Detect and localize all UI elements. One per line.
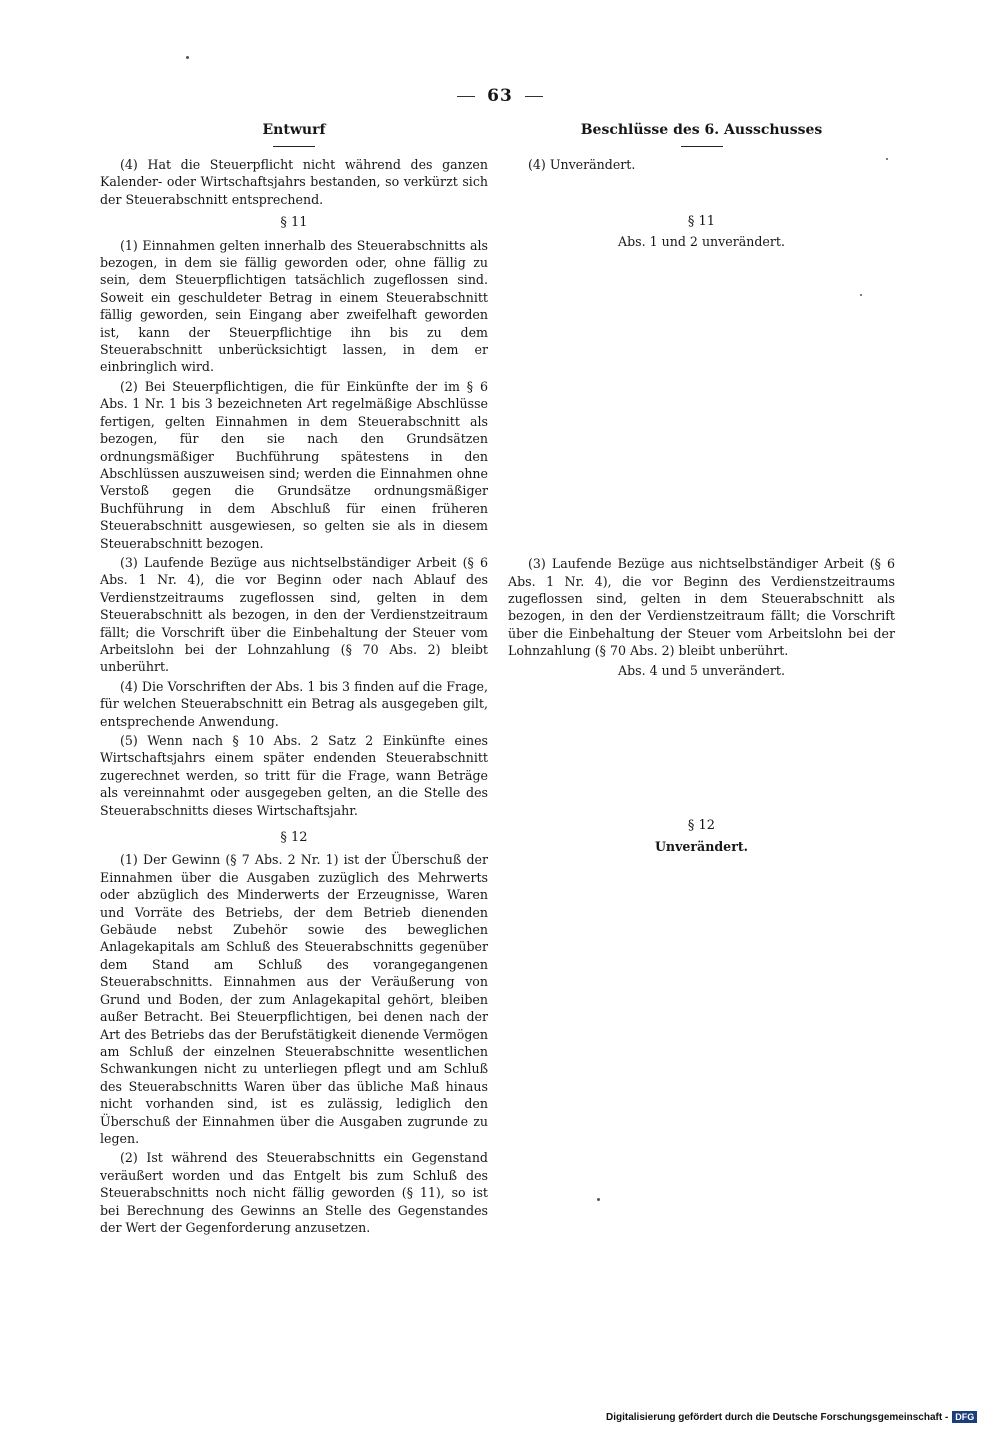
committee-paragraph-4: (4) Unverändert.	[528, 157, 636, 172]
draft-paragraph-4: (4) Hat die Steuerpflicht nicht während des ganzen Kalender- oder Wirtschaftsjahrs bestanden, so verkürzt sich der Steuerabschnitt entsprechend.	[100, 157, 488, 207]
committee-s11-note-abs-4-5: Abs. 4 und 5 unverändert.	[618, 662, 785, 678]
left-column-heading: Entwurf	[262, 122, 326, 138]
page-number	[0, 86, 1000, 106]
heading-rule	[681, 146, 723, 147]
scan-speck	[186, 56, 189, 59]
dfg-logo: DFG	[952, 1411, 977, 1423]
heading-rule	[273, 146, 315, 147]
right-column-committee	[508, 120, 895, 856]
left-column-draft	[100, 120, 488, 1238]
page-number-dash-right	[525, 96, 543, 97]
draft-s12-paragraph-2: (2) Ist während des Steuerabschnitts ein Gegenstand veräußert worden und das Entgelt bis zum Schluß des Steuerabschnitts noch nicht fällig geworden (§ 11), so ist bei Berechnung des Gewinns an Stelle des Gegenstandes der Wert der Gegenforderung anzusetzen.	[100, 1150, 488, 1235]
draft-s11-paragraph-1: (1) Einnahmen gelten innerhalb des Steuerabschnitts als bezogen, in dem sie fällig geworden oder, ohne fällig zu sein, dem Steuerpflichtigen tatsächlich zugeflossen sind. Soweit ein geschuldeter Betrag in einem Steuerabschnitt fällig geworden, sein Eingang aber zweifelhaft geworden ist, kann der Steuerpflichtige ihn bis zu dem Steuerabschnitt unberücksichtigt lassen, in dem er einbringlich wird.	[100, 237, 488, 375]
right-column-heading: Beschlüsse des 6. Ausschusses	[580, 122, 823, 138]
committee-s11-note-abs-1-2: Abs. 1 und 2 unverändert.	[618, 233, 785, 249]
committee-section-11-heading: § 11	[687, 214, 716, 230]
page-number-value: 63	[487, 86, 513, 106]
digitization-footer	[606, 1411, 1000, 1425]
committee-s12-note: Unverändert.	[654, 839, 749, 855]
draft-s12-paragraph-1: (1) Der Gewinn (§ 7 Abs. 2 Nr. 1) ist der Überschuß der Einnahmen über die Ausgaben zuzüglich des Mehrwerts oder abzüglich des Minderwerts der Erzeugnisse, Waren und Vorräte des Betriebs, der dem Betrieb dienenden Gebäude nebst Zubehör sowie des beweglichen Anlagekapitals am Schluß des Steuerabschnitts gegenüber dem Stand am Schluß des vorangegangenen Steuerabschnitts. Einnahmen aus der Veräußerung von Grund und Boden, der zum Anlagekapital gehört, bleiben außer Betracht. Bei Steuerpflichtigen, bei denen nach der Art des Betriebs das der Berufstätigkeit dienende Vermögen am Schluß der einzelnen Steuerabschnitte wesentlichen Schwankungen nicht zu unterliegen pflegt und am Schluß des Steuerabschnitts Waren über das übliche Maß hinaus nicht vorhanden sind, ist es zulässig, lediglich den Überschuß der Einnahmen über die Ausgaben zugrunde zu legen.	[100, 852, 488, 1146]
draft-s11-paragraph-4: (4) Die Vorschriften der Abs. 1 bis 3 finden auf die Frage, für welchen Steuerabschnitt ein Betrag als ausgegeben gilt, entsprechende Anwendung.	[100, 678, 488, 729]
draft-s11-paragraph-5: (5) Wenn nach § 10 Abs. 2 Satz 2 Einkünfte eines Wirtschaftsjahrs einem später endenden Steuerabschnitt zugerechnet werden, so tritt für die Frage, wann Beträge als vereinnahmt oder ausgegeben gelten, an die Stelle des Steuerabschnitts dieses Wirtschaftsjahr.	[100, 733, 488, 818]
draft-s11-paragraph-3: (3) Laufende Bezüge aus nichtselbständiger Arbeit (§ 6 Abs. 1 Nr. 4), die vor Beginn oder nach Ablauf des Verdienstzeitraums zugeflossen sind, gelten in dem Steuerabschnitt als bezogen, in den der Verdienstzeitraum fällt; die Vorschrift über die Einbehaltung der Steuer vom Arbeitslohn bei der Lohnzahlung (§ 70 Abs. 2) bleibt unberührt.	[100, 554, 488, 675]
draft-section-12-heading: § 12	[280, 830, 308, 846]
scan-speck	[597, 1198, 600, 1201]
footer-text: Digitalisierung gefördert durch die Deutsche Forschungsgemeinschaft -	[606, 1412, 949, 1423]
committee-section-12-heading: § 12	[687, 818, 716, 834]
draft-s11-paragraph-2: (2) Bei Steuerpflichtigen, die für Einkünfte der im § 6 Abs. 1 Nr. 1 bis 3 bezeichneten Art regelmäßige Abschlüsse fertigen, gelten Einnahmen in dem Steuerabschnitt als bezogen, für den sie nach den Grundsätzen ordnungsmäßiger Buchführung spätestens in den Abschlüssen auszuweisen sind; werden die Einnahmen ohne Verstoß gegen die Grundsätze ordnungsmäßiger Buchführung in dem Abschluß für einen früheren Steuerabschnitt ausgewiesen, so gelten sie als in diesem Steuerabschnitt bezogen.	[100, 378, 488, 551]
committee-s11-paragraph-3: (3) Laufende Bezüge aus nichtselbständiger Arbeit (§ 6 Abs. 1 Nr. 4), die vor Beginn des Verdienstzeitraums zugeflossen sind, gelten in dem Steuerabschnitt als bezogen, in den der Verdienstzeitraum fällt; die Vorschrift über die Einbehaltung der Steuer vom Arbeitslohn bei der Lohnzahlung (§ 70 Abs. 2) bleibt unberührt.	[508, 556, 895, 659]
page-number-dash-left	[457, 96, 475, 97]
draft-section-11-heading: § 11	[280, 215, 308, 231]
